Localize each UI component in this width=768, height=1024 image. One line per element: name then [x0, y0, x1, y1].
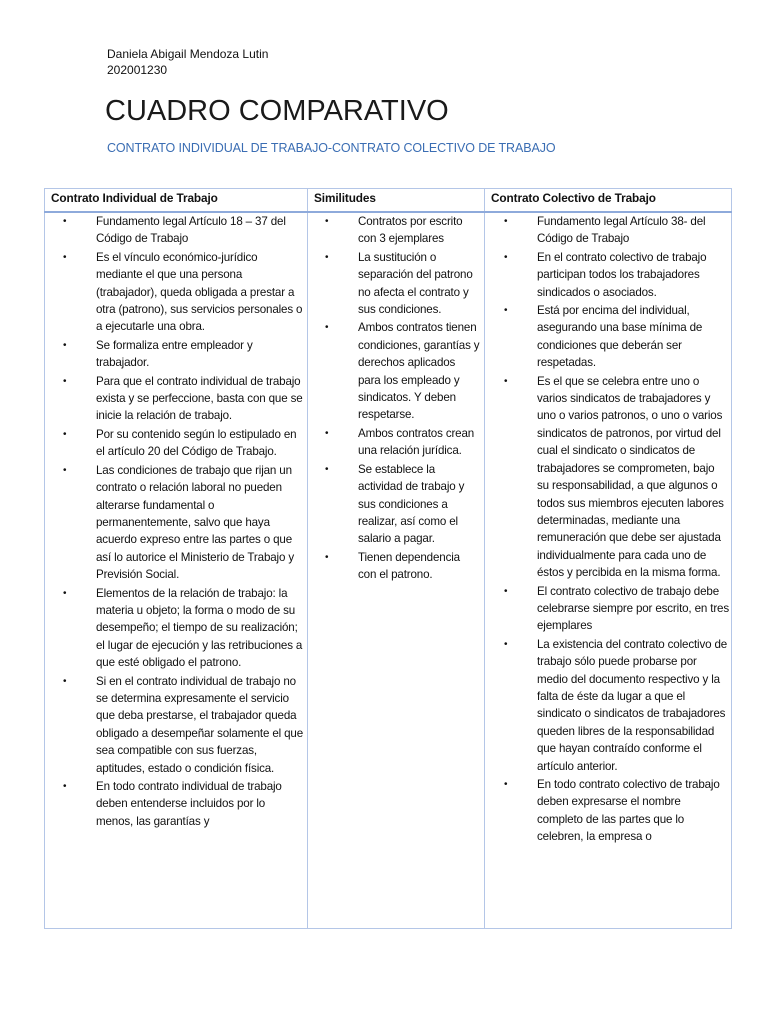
list-item-text: La sustitución o separación del patrono no afecta el contrato y sus condiciones. — [358, 250, 473, 317]
comparison-table — [44, 188, 732, 929]
list-item-text: Es el vínculo económico-jurídico mediante el que una persona (trabajador), queda obligada a prestar a otra (patrono), sus servicios personales o a ejecutarle una obra. — [96, 250, 303, 334]
bullet-icon: • — [325, 427, 329, 439]
list-item-text: El contrato colectivo de trabajo debe celebrarse siempre por escrito, en tres ejemplares — [537, 584, 729, 633]
list-item — [63, 778, 303, 830]
list-item — [325, 425, 480, 460]
header-individual: Contrato Individual de Trabajo — [45, 189, 308, 213]
list-item — [504, 776, 729, 846]
list-item-text: Se establece la actividad de trabajo y sus condiciones a realizar, así como el salario a pagar. — [358, 462, 465, 546]
list-item — [325, 549, 480, 584]
page-subtitle: CONTRATO INDIVIDUAL DE TRABAJO-CONTRATO COLECTIVO DE TRABAJO — [107, 141, 556, 155]
list-item — [63, 462, 303, 584]
list-item — [63, 373, 303, 425]
bullet-icon: • — [504, 305, 508, 317]
list-item — [504, 213, 729, 248]
list-item-text: Contratos por escrito con 3 ejemplares — [358, 215, 463, 246]
list-item — [325, 461, 480, 548]
list-item — [63, 426, 303, 461]
list-colectivo — [485, 213, 731, 846]
bullet-icon: • — [63, 781, 67, 792]
list-similitudes — [308, 213, 484, 584]
list-item-text: Si en el contrato individual de trabajo no se determina expresamente el servicio que deba prestarse, el trabajador queda obligado a desempeñar solamente el que sea compatible con sus fuerzas, aptitudes, estado o condición física. — [96, 674, 304, 775]
list-item-text: La existencia del contrato colectivo de trabajo sólo puede probarse por medio del documento respectivo y la falta de éste da lugar a que el sindicato o sindicatos de trabajadores queden libres de la responsabilidad que hayan contraído conforme el artículo anterior. — [537, 637, 728, 773]
list-item-text: Por su contenido según lo estipulado en el artículo 20 del Código de Trabajo. — [96, 427, 297, 459]
list-item-text: Es el que se celebra entre uno o varios sindicatos de trabajadores y uno o varios patronos, o uno o varios sindicatos de patronos, por virtud del cual el sindicato o sindicatos de trabajadores se comprometen, bajo su responsabilidad, a que algunos o todos sus miembros ejecuten labores determinadas, mediante una remuneración que debe ser ajustada individualmente para cada uno de éstos y percibida en la misma forma. — [537, 374, 724, 580]
list-individual — [45, 213, 307, 830]
list-item-text: Está por encima del individual, asegurando una base mínima de condiciones que deberán ser respetadas. — [537, 304, 703, 370]
bullet-icon: • — [325, 463, 329, 475]
list-item-text: Ambos contratos tienen condiciones, garantías y derechos aplicados para los empleado y sindicatos. Y deben respetarse. — [358, 321, 480, 422]
bullet-icon: • — [63, 339, 67, 351]
bullet-icon: • — [63, 251, 67, 263]
author-block — [107, 46, 268, 78]
list-item — [63, 213, 303, 248]
list-item-text: Para que el contrato individual de trabajo exista y se perfeccione, basta con que se inicie la relación de trabajo. — [96, 374, 303, 423]
bullet-icon: • — [504, 585, 508, 597]
list-item-text: Tienen dependencia con el patrono. — [358, 550, 460, 582]
bullet-icon: • — [504, 638, 508, 650]
list-item — [504, 302, 729, 372]
table-row — [45, 212, 732, 929]
bullet-icon: • — [325, 551, 329, 563]
list-item — [63, 337, 303, 372]
header-colectivo: Contrato Colectivo de Trabajo — [485, 189, 732, 213]
list-item-text: En el contrato colectivo de trabajo participan todos los trabajadores sindicados o asociados. — [537, 250, 707, 299]
list-item-text: Se formaliza entre empleador y trabajador. — [96, 338, 253, 370]
table-header-row — [45, 189, 732, 213]
list-item-text: Elementos de la relación de trabajo: la materia u objeto; la forma o modo de su desempeño; el tiempo de su realización; el lugar de ejecución y las retribuciones a que esté obligado el patrono. — [96, 586, 303, 670]
list-item — [504, 249, 729, 301]
bullet-icon: • — [325, 251, 329, 263]
bullet-icon: • — [504, 251, 508, 263]
list-item — [325, 213, 480, 248]
column-colectivo — [485, 212, 732, 929]
list-item — [63, 249, 303, 336]
page-title: CUADRO COMPARATIVO — [105, 95, 449, 127]
list-item-text: Las condiciones de trabajo que rijan un contrato o relación laboral no pueden alterarse fundamental o permanentemente, salvo que haya acuerdo expreso entre las partes o que así lo autorice el Ministerio de Trabajo y Previsión Social. — [96, 463, 294, 582]
author-id: 202001230 — [107, 63, 168, 77]
list-item-text: Fundamento legal Artículo 38- del Código de Trabajo — [537, 215, 706, 246]
list-item — [504, 583, 729, 635]
list-item-text: En todo contrato colectivo de trabajo deben expresarse el nombre completo de las partes que lo celebren, la empresa o — [537, 778, 720, 844]
column-individual — [45, 212, 308, 929]
list-item-text: En todo contrato individual de trabajo deben entenderse incluidos por lo menos, las garantías y — [96, 780, 282, 828]
header-similitudes: Similitudes — [308, 189, 485, 213]
bullet-icon: • — [63, 375, 67, 387]
bullet-icon: • — [504, 779, 508, 790]
list-item — [504, 373, 729, 582]
list-item — [63, 585, 303, 672]
bullet-icon: • — [63, 464, 67, 476]
bullet-icon: • — [325, 322, 329, 334]
bullet-icon: • — [63, 216, 67, 227]
list-item — [325, 249, 480, 319]
bullet-icon: • — [63, 428, 67, 440]
column-similitudes — [308, 212, 485, 929]
bullet-icon: • — [63, 587, 67, 599]
list-item-text: Ambos contratos crean una relación jurídica. — [358, 426, 475, 458]
list-item — [325, 319, 480, 423]
list-item — [63, 673, 304, 777]
list-item-text: Fundamento legal Artículo 18 – 37 del Código de Trabajo — [96, 215, 286, 246]
bullet-icon: • — [63, 675, 67, 687]
author-name: Daniela Abigail Mendoza Lutin — [107, 47, 269, 61]
list-item — [504, 636, 729, 775]
bullet-icon: • — [325, 216, 329, 227]
bullet-icon: • — [504, 375, 508, 387]
bullet-icon: • — [504, 216, 508, 227]
